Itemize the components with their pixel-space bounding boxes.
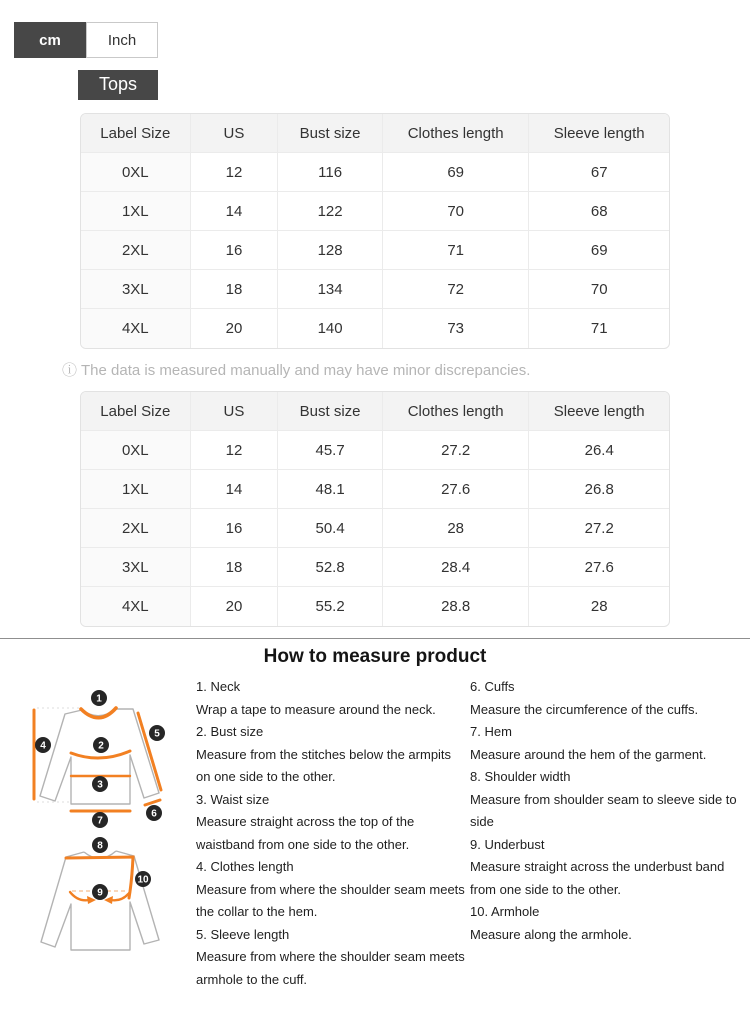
- badge-8: [92, 837, 108, 853]
- size-value-cell: 70: [383, 192, 530, 231]
- size-value-cell: 14: [191, 192, 279, 231]
- unit-toggle: [14, 22, 750, 58]
- size-value-cell: 70: [529, 270, 669, 309]
- instruction-desc: Wrap a tape to measure around the neck.: [196, 701, 436, 717]
- svg-text:5: 5: [154, 728, 160, 740]
- size-row: [81, 548, 669, 587]
- badge-5: [149, 725, 165, 741]
- instruction-desc: Measure around the hem of the garment.: [470, 746, 707, 762]
- size-row: [81, 309, 669, 348]
- measure-body: [0, 676, 750, 991]
- size-label-cell: 0XL: [81, 153, 191, 192]
- size-value-cell: 72: [383, 270, 530, 309]
- size-value-cell: 45.7: [278, 431, 383, 470]
- svg-text:10: 10: [137, 874, 149, 886]
- size-value-cell: 20: [191, 587, 279, 626]
- instruction-label: 6. Cuffs: [470, 679, 515, 694]
- category-row: [78, 70, 750, 100]
- size-value-cell: 50.4: [278, 509, 383, 548]
- underbust-arrow-left: [70, 892, 89, 900]
- note-text: The data is measured manually and may have minor discrepancies.: [81, 362, 531, 379]
- header-row: [81, 114, 669, 153]
- size-label-cell: 1XL: [81, 192, 191, 231]
- instruction-label: 3. Waist size: [196, 791, 270, 807]
- size-label-cell: 3XL: [81, 548, 191, 587]
- size-table-cm: [80, 113, 670, 349]
- svg-text:6: 6: [151, 808, 157, 820]
- size-value-cell: 27.2: [529, 509, 669, 548]
- column-header: Bust size: [278, 114, 383, 153]
- size-value-cell: 28.8: [383, 587, 530, 626]
- shirt-back-measure-diagram: [18, 832, 190, 987]
- badge-4: [35, 737, 51, 753]
- shirt-front-measure-diagram: [18, 680, 190, 830]
- size-value-cell: 16: [191, 231, 279, 270]
- svg-text:2: 2: [98, 740, 104, 752]
- instruction-desc: Measure from the stitches below the armpits on one side to the other.: [196, 746, 452, 784]
- badge-9: [92, 884, 108, 900]
- column-header: Clothes length: [383, 392, 530, 431]
- svg-text:1: 1: [96, 693, 102, 705]
- size-value-cell: 20: [191, 309, 279, 348]
- size-value-cell: 52.8: [278, 548, 383, 587]
- svg-text:3: 3: [97, 779, 103, 791]
- size-row: [81, 153, 669, 192]
- size-value-cell: 18: [191, 270, 279, 309]
- sleeve-length-measure-line: [138, 713, 161, 790]
- size-value-cell: 27.2: [383, 431, 530, 470]
- size-value-cell: 26.8: [529, 470, 669, 509]
- size-row: [81, 431, 669, 470]
- size-table-inch: [80, 391, 670, 627]
- size-value-cell: 128: [278, 231, 383, 270]
- badge-7: [92, 812, 108, 828]
- size-value-cell: 134: [278, 270, 383, 309]
- badge-10: [135, 871, 151, 887]
- size-value-cell: 12: [191, 153, 279, 192]
- info-icon: ⓘ: [62, 362, 78, 379]
- size-label-cell: 3XL: [81, 270, 191, 309]
- size-value-cell: 71: [383, 231, 530, 270]
- size-value-cell: 122: [278, 192, 383, 231]
- size-label-cell: 0XL: [81, 431, 191, 470]
- instruction-label: 9. Underbust: [470, 836, 545, 852]
- column-header: Sleeve length: [529, 114, 669, 153]
- size-value-cell: 71: [590, 320, 608, 337]
- cuff-measure-line: [145, 800, 160, 805]
- instruction-desc: Measure straight across the underbust band from one side to the other.: [470, 859, 725, 897]
- size-value-cell: 69: [529, 231, 669, 270]
- instruction-desc: Measure the circumference of the cuffs.: [470, 701, 699, 717]
- size-label-cell: 4XL: [81, 309, 191, 348]
- size-row: [81, 587, 669, 626]
- size-row: [81, 192, 669, 231]
- size-chart-panel: [0, 22, 750, 991]
- badge-6: [146, 805, 162, 821]
- neck-measure-line: [81, 708, 116, 718]
- instruction-desc: Measure from shoulder seam to sleeve side to side: [470, 791, 737, 829]
- size-row: [81, 231, 669, 270]
- size-value-cell: 28.4: [383, 548, 530, 587]
- size-value-cell: 28: [383, 509, 530, 548]
- size-value-cell: 28: [590, 598, 608, 615]
- instruction-label: 2. Bust size: [196, 724, 264, 739]
- size-value-cell: 68: [529, 192, 669, 231]
- column-header: Label Size: [81, 392, 191, 431]
- size-value-cell: 27.6: [529, 548, 669, 587]
- size-value-cell: 73: [383, 309, 530, 348]
- diagram-column: [18, 676, 192, 991]
- instruction-label: 5. Sleeve length: [196, 926, 290, 942]
- instruction-label: 8. Shoulder width: [470, 769, 571, 784]
- header-row: [81, 392, 669, 431]
- instruction-label: 1. Neck: [196, 679, 241, 694]
- instruction-desc: Measure from where the shoulder seam meets the collar to the hem.: [196, 881, 465, 919]
- column-header: Sleeve length: [529, 392, 669, 431]
- instructions-right: [470, 676, 746, 991]
- svg-text:7: 7: [97, 815, 103, 827]
- instruction-desc: Measure straight across the top of the waistband from one side to the other.: [196, 814, 415, 852]
- column-header: Label Size: [81, 114, 191, 153]
- size-label-cell: 4XL: [81, 587, 191, 626]
- svg-text:4: 4: [40, 740, 46, 752]
- badge-2: [93, 737, 109, 753]
- svg-text:8: 8: [97, 840, 103, 852]
- column-header: Clothes length: [383, 114, 530, 153]
- badge-1: [91, 690, 107, 706]
- size-value-cell: 18: [191, 548, 279, 587]
- underbust-arrow-right: [111, 892, 130, 900]
- badge-3: [92, 776, 108, 792]
- measurement-note: [62, 360, 750, 382]
- size-value-cell: 55.2: [278, 587, 383, 626]
- size-value-cell: 67: [529, 153, 669, 192]
- instruction-desc: Measure from where the shoulder seam meets armhole to the cuff.: [196, 949, 465, 987]
- size-row: [81, 509, 669, 548]
- size-label-cell: 2XL: [81, 509, 191, 548]
- tab-cm[interactable]: cm: [14, 22, 86, 58]
- column-header: US: [191, 392, 279, 431]
- size-row: [81, 270, 669, 309]
- instruction-label: 4. Clothes length: [196, 859, 294, 874]
- instruction-desc: Measure along the armhole.: [470, 926, 632, 942]
- size-value-cell: 116: [278, 153, 383, 192]
- column-header: Bust size: [278, 392, 383, 431]
- column-header: US: [191, 114, 279, 153]
- instruction-label: 7. Hem: [470, 724, 512, 739]
- measure-section: [0, 638, 750, 991]
- instructions-left: [196, 676, 468, 991]
- size-value-cell: 27.6: [383, 470, 530, 509]
- instruction-label: 10. Armhole: [470, 904, 540, 919]
- size-value-cell: 48.1: [278, 470, 383, 509]
- size-value-cell: 69: [383, 153, 530, 192]
- svg-text:9: 9: [97, 887, 103, 899]
- size-value-cell: 14: [191, 470, 279, 509]
- size-value-cell: 26.4: [529, 431, 669, 470]
- category-label: Tops: [78, 70, 158, 100]
- measure-title: How to measure product: [263, 646, 487, 667]
- size-value-cell: 16: [191, 509, 279, 548]
- size-label-cell: 1XL: [81, 470, 191, 509]
- section-divider: [0, 638, 750, 639]
- size-label-cell: 2XL: [81, 231, 191, 270]
- size-value-cell: 140: [278, 309, 383, 348]
- tab-inch[interactable]: Inch: [86, 22, 158, 58]
- size-value-cell: 12: [191, 431, 279, 470]
- size-row: [81, 470, 669, 509]
